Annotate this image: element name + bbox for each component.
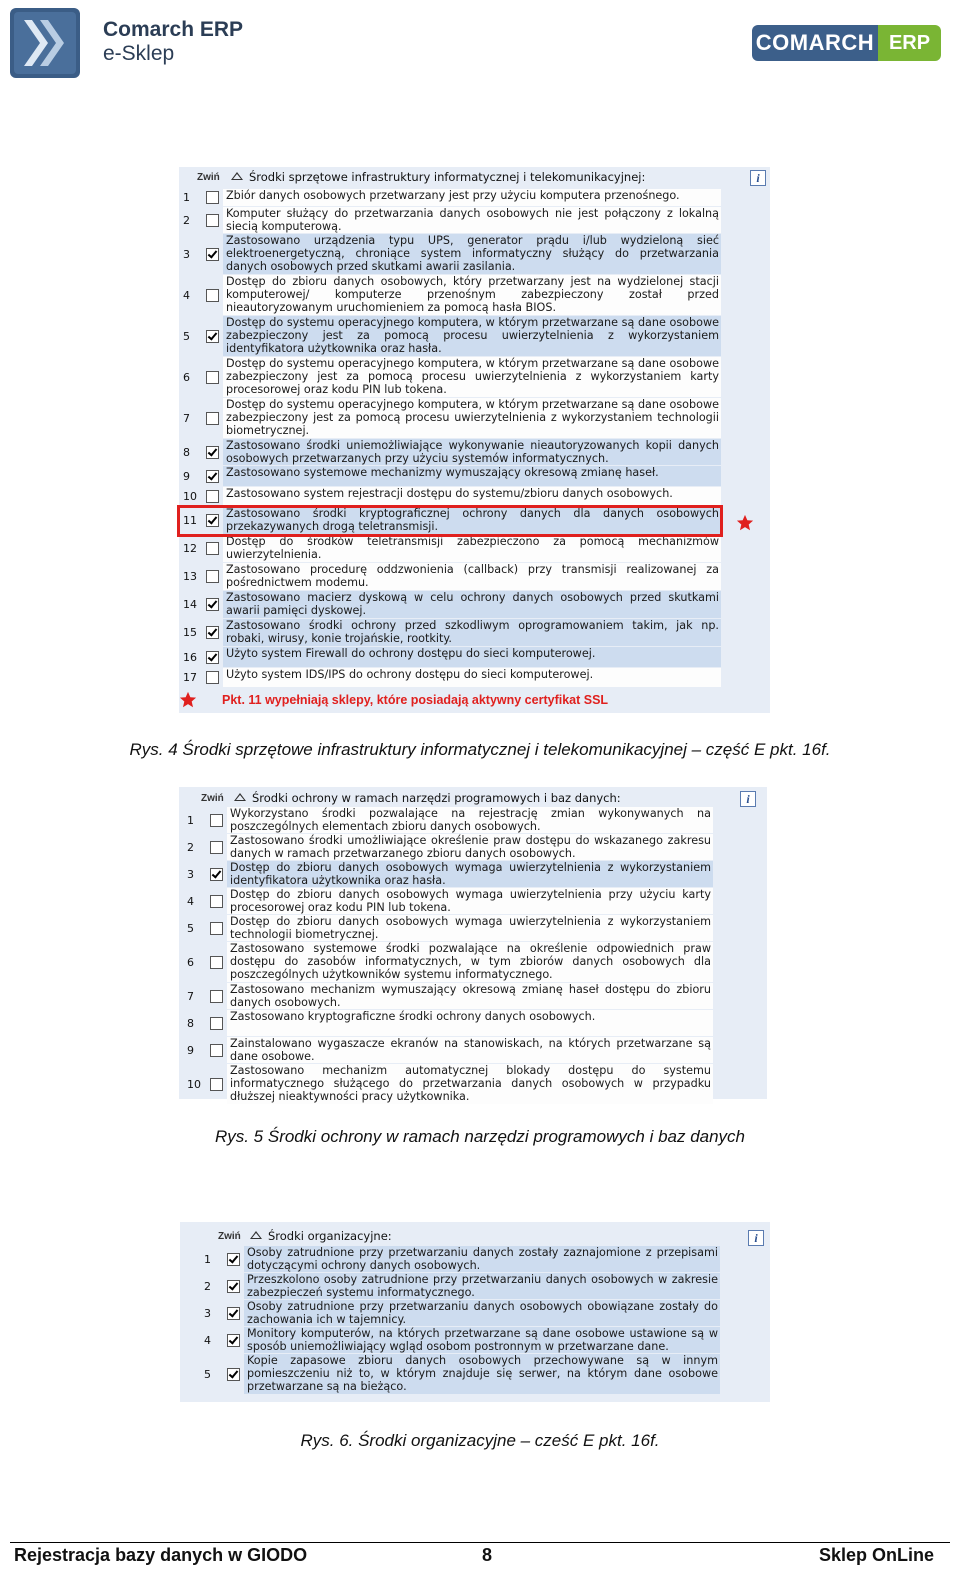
row-text: Zastosowano mechanizm wymuszający okresową zmianę haseł dostępu do zbioru danych osobowych. <box>227 983 713 1009</box>
brand-subtitle: e-Sklep <box>103 42 175 65</box>
row-number: 4 <box>204 1333 211 1347</box>
collapse-link[interactable]: Zwiń <box>197 172 220 183</box>
row-number: 3 <box>204 1306 211 1320</box>
checklist-row <box>179 316 721 356</box>
checklist-row <box>183 1010 713 1036</box>
row-text: Monitory komputerów, na których przetwarzane są dane osobowe ustawione są w sposób uniemożliwiający wgląd osobom postronnym w przetwarzane dane. <box>244 1327 720 1353</box>
row-text: Dostęp do systemu operacyjnego komputera, w którym przetwarzane są dane osobowe zabezpieczony jest za pomocą procesu uwierzytelnienia z wykorzystaniem karty procesorowej oraz kodu PIN lub tokena. <box>223 357 721 397</box>
checkbox-cell <box>201 668 223 687</box>
checkbox-cell <box>201 487 223 506</box>
checkbox-cell <box>201 189 223 206</box>
row-number: 14 <box>183 598 197 611</box>
row-number: 2 <box>183 213 190 227</box>
checklist-row <box>183 983 713 1009</box>
info-icon[interactable]: i <box>740 791 756 807</box>
checkbox-cell <box>205 834 227 860</box>
checkbox-cell <box>201 439 223 465</box>
figure-5-caption: Rys. 5 Środki ochrony w ramach narzędzi programowych i baz danych <box>214 1127 746 1146</box>
row-number: 3 <box>187 867 194 881</box>
checkbox-checked[interactable] <box>206 598 219 611</box>
row-number: 9 <box>183 469 190 483</box>
figure-6-panel <box>180 1222 770 1402</box>
checkbox-unchecked[interactable] <box>206 490 219 503</box>
row-text: Zastosowano macierz dyskową w celu ochrony danych osobowych przed skutkami awarii pamięci dyskowej. <box>223 591 721 618</box>
checklist-row <box>179 535 721 562</box>
checklist-row <box>179 619 721 646</box>
checklist-row <box>179 275 721 315</box>
checkbox-cell <box>205 1064 227 1104</box>
checkbox-cell <box>205 807 227 833</box>
checklist-row <box>179 357 721 397</box>
section-title: Środki organizacyjne: <box>268 1229 392 1243</box>
info-icon[interactable]: i <box>748 1230 764 1246</box>
checkbox-cell <box>201 316 223 356</box>
checkbox-cell <box>201 357 223 397</box>
checkbox-checked[interactable] <box>227 1334 240 1347</box>
checkbox-checked[interactable] <box>206 626 219 639</box>
checklist-row <box>179 668 721 687</box>
checkbox-unchecked[interactable] <box>206 671 219 684</box>
highlight-frame <box>177 505 723 537</box>
row-number: 5 <box>187 921 194 935</box>
red-star-icon <box>736 514 754 532</box>
red-star-icon <box>179 691 197 709</box>
checkbox-unchecked[interactable] <box>210 922 223 935</box>
row-text: Komputer służący do przetwarzania danych osobowych nie jest połączony z lokalną siecią komputerową. <box>223 207 721 233</box>
section-title: Środki sprzętowe infrastruktury informatycznej i telekomunikacyjnej: <box>249 170 646 184</box>
checkbox-cell <box>205 1010 227 1036</box>
row-text: Przeszkolono osoby zatrudnione przy przetwarzaniu danych osobowych w zakresie zabezpieczeń systemu informatycznego. <box>244 1273 720 1299</box>
checkbox-checked[interactable] <box>227 1253 240 1266</box>
row-text: Użyto system Firewall do ochrony dostępu do sieci komputerowej. <box>223 647 721 667</box>
row-number: 6 <box>187 955 194 969</box>
checklist-row <box>179 466 721 486</box>
row-number: 11 <box>183 514 197 527</box>
checkbox-unchecked[interactable] <box>206 289 219 302</box>
checkbox-cell <box>222 1300 244 1326</box>
row-number: 7 <box>187 989 194 1003</box>
row-number: 9 <box>187 1043 194 1057</box>
checkbox-checked[interactable] <box>227 1307 240 1320</box>
row-number: 2 <box>187 840 194 854</box>
checkbox-unchecked[interactable] <box>210 956 223 969</box>
row-text: Zainstalowano wygaszacze ekranów na stanowiskach, na których przetwarzane są dane osobowe. <box>227 1037 713 1063</box>
checklist-row <box>183 915 713 941</box>
checkbox-unchecked[interactable] <box>210 1044 223 1057</box>
row-text: Zastosowano kryptograficzne środki ochrony danych osobowych. <box>227 1010 713 1036</box>
checkbox-unchecked[interactable] <box>206 570 219 583</box>
checkbox-cell <box>201 535 223 562</box>
checkbox-cell <box>201 398 223 438</box>
checkbox-unchecked[interactable] <box>206 214 219 227</box>
row-text: Zastosowano środki kryptograficznej ochrony danych dla danych osobowych przekazywanych drogą teletransmisji. <box>223 507 721 534</box>
checkbox-cell <box>205 915 227 941</box>
checkbox-cell <box>222 1273 244 1299</box>
row-text: Wykorzystano środki pozwalające na rejestrację zmian wykonywanych na poszczególnych elementach zbioru danych osobowych. <box>227 807 713 833</box>
checklist-row <box>179 487 721 506</box>
collapse-arrow-icon[interactable] <box>234 793 246 801</box>
checklist-row <box>179 189 721 206</box>
checkbox-unchecked[interactable] <box>210 895 223 908</box>
row-text: Zastosowano środki umożliwiające określenie praw dostępu do wskazanego zakresu danych w ramach przetwarzanego zbioru danych osobowych. <box>227 834 713 860</box>
row-number: 5 <box>204 1367 211 1381</box>
row-number: 15 <box>183 626 197 639</box>
row-text: Użyto system IDS/IPS do ochrony dostępu do sieci komputerowej. <box>223 668 721 687</box>
checklist-row <box>179 591 721 618</box>
row-number: 5 <box>183 329 190 343</box>
checkbox-cell <box>205 983 227 1009</box>
row-text: Dostęp do systemu operacyjnego komputera, w którym przetwarzane są dane osobowe zabezpieczony jest za pomocą procesu uwierzytelnienia z wykorzystaniem technologii biometrycznej. <box>223 398 721 438</box>
checkbox-checked[interactable] <box>206 651 219 664</box>
row-number: 3 <box>183 247 190 261</box>
checklist-row <box>200 1327 720 1353</box>
checkbox-cell <box>201 466 223 486</box>
row-text: Osoby zatrudnione przy przetwarzaniu danych zostały zaznajomione z przepisami dotyczącymi ochrony danych osobowych. <box>244 1246 720 1272</box>
checklist-row <box>179 398 721 438</box>
footer-right: Sklep OnLine <box>818 1545 934 1565</box>
row-number: 10 <box>183 490 197 503</box>
checkbox-unchecked[interactable] <box>206 412 219 425</box>
checklist-row <box>183 1064 713 1104</box>
checkbox-cell <box>222 1327 244 1353</box>
checkbox-cell <box>205 942 227 982</box>
checkbox-cell <box>205 861 227 887</box>
row-number: 12 <box>183 542 197 555</box>
collapse-link[interactable]: Zwiń <box>201 793 224 804</box>
checklist-row <box>200 1273 720 1299</box>
checklist-row <box>183 888 713 914</box>
checklist-row <box>183 834 713 860</box>
logo-erp-text: ERP <box>878 25 941 61</box>
checklist-row <box>179 234 721 274</box>
checklist-row <box>183 942 713 982</box>
checkbox-cell <box>201 234 223 274</box>
row-text: Kopie zapasowe zbioru danych osobowych przechowywane są w innym pomieszczeniu niż to, w którym znajduje się serwer, na którym dane osobowe przetwarzane są na bieżąco. <box>244 1354 720 1394</box>
checkbox-unchecked[interactable] <box>210 1078 223 1091</box>
checkbox-unchecked[interactable] <box>206 371 219 384</box>
checkbox-cell <box>201 207 223 233</box>
row-text: Zastosowano systemowe mechanizmy wymuszający okresową zmianę haseł. <box>223 466 721 486</box>
row-text: Zastosowano urządzenia typu UPS, generator prądu i/lub wydzieloną sieć elektroenergetyczną, chroniące system informatyczny służący do przetwarzania danych osobowych przed skutkami awarii zasilania. <box>223 234 721 274</box>
row-number: 7 <box>183 411 190 425</box>
row-text: Zbiór danych osobowych przetwarzany jest przy użyciu komputera przenośnego. <box>223 189 721 206</box>
row-text: Dostęp do zbioru danych osobowych wymaga uwierzytelnienia przy użyciu karty procesorowej oraz kodu PIN lub tokena. <box>227 888 713 914</box>
checkbox-cell <box>205 1037 227 1063</box>
checklist-row <box>179 563 721 590</box>
row-text: Zastosowano system rejestracji dostępu do systemu/zbioru danych osobowych. <box>223 487 721 506</box>
checkbox-unchecked[interactable] <box>210 990 223 1003</box>
checkbox-cell <box>201 275 223 315</box>
checkbox-checked[interactable] <box>206 470 219 483</box>
row-text: Zastosowano procedurę oddzwonienia (callback) przy transmisji realizowanej za pośrednictwem modemu. <box>223 563 721 590</box>
checkbox-cell <box>201 591 223 618</box>
checkbox-cell <box>205 888 227 914</box>
checkbox-checked[interactable] <box>227 1280 240 1293</box>
collapse-link[interactable]: Zwiń <box>218 1231 241 1242</box>
checkbox-cell <box>222 1246 244 1272</box>
checkbox-checked[interactable] <box>206 330 219 343</box>
comarch-logo-icon <box>10 8 80 78</box>
row-number: 17 <box>183 671 197 684</box>
ssl-note: Pkt. 11 wypełniają sklepy, które posiadają aktywny certyfikat SSL <box>222 693 609 707</box>
figure-6-caption: Rys. 6. Środki organizacyjne – cześć E pkt. 16f. <box>300 1431 660 1450</box>
checklist-row <box>179 647 721 667</box>
row-number: 1 <box>204 1252 211 1266</box>
row-number: 2 <box>204 1279 211 1293</box>
checklist-row <box>183 861 713 887</box>
row-number: 8 <box>187 1016 194 1030</box>
row-number: 13 <box>183 570 197 583</box>
checklist-row <box>179 207 721 233</box>
row-number: 10 <box>187 1077 201 1091</box>
checkbox-unchecked[interactable] <box>210 841 223 854</box>
row-text: Dostęp do systemu operacyjnego komputera, w którym przetwarzane są dane osobowe zabezpieczony jest za pomocą procesu uwierzytelnienia z wykorzystaniem identyfikatora użytkownika oraz hasła. <box>223 316 721 356</box>
row-text: Zastosowano środki uniemożliwiające wykonywanie nieautoryzowanych kopii danych osobowych przetwarzanych przy użyciu systemów informatycznych. <box>223 439 721 465</box>
row-text: Zastosowano środki ochrony przed szkodliwym oprogramowaniem takim, jak np. robaki, wirusy, konie trojańskie, rootkity. <box>223 619 721 646</box>
section-title: Środki ochrony w ramach narzędzi programowych i baz danych: <box>252 791 621 805</box>
checkbox-checked[interactable] <box>206 248 219 261</box>
row-text: Dostęp do zbioru danych osobowych wymaga uwierzytelnienia z wykorzystaniem identyfikatora użytkownika oraz hasła. <box>227 861 713 887</box>
row-number: 8 <box>183 445 190 459</box>
checklist-row <box>179 439 721 465</box>
row-text: Dostęp do środków teletransmisji zabezpieczono za pomocą mechanizmów uwierzytelnienia. <box>223 535 721 562</box>
row-text: Dostęp do zbioru danych osobowych wymaga uwierzytelnienia z wykorzystaniem technologii biometrycznej. <box>227 915 713 941</box>
checklist-row <box>183 1037 713 1063</box>
row-text: Dostęp do zbioru danych osobowych, który przetwarzany jest na wydzielonej stacji komputerowej/ komputerze przenośnym zabezpieczony został przed nieautoryzowanym uruchomieniem za pomocą hasła BIOS. <box>223 275 721 315</box>
info-icon[interactable]: i <box>750 170 766 186</box>
comarch-erp-logo <box>752 25 941 61</box>
footer-left: Rejestracja bazy danych w GIODO <box>14 1545 308 1565</box>
checkbox-unchecked[interactable] <box>210 1017 223 1030</box>
checkbox-cell <box>222 1354 244 1394</box>
figure-5-panel <box>179 787 767 1103</box>
checkbox-checked[interactable] <box>210 868 223 881</box>
row-number: 4 <box>187 894 194 908</box>
checklist-row <box>200 1246 720 1272</box>
row-number: 1 <box>183 191 190 204</box>
checkbox-unchecked[interactable] <box>206 542 219 555</box>
logo-comarch-text: COMARCH <box>752 25 878 61</box>
checklist-row <box>200 1300 720 1326</box>
checkbox-unchecked[interactable] <box>210 814 223 827</box>
brand-title: Comarch ERP <box>103 18 244 41</box>
checkbox-unchecked[interactable] <box>206 191 219 204</box>
row-number: 1 <box>187 813 194 827</box>
checkbox-cell <box>201 647 223 667</box>
checkbox-checked[interactable] <box>206 446 219 459</box>
figure-4-caption: Rys. 4 Środki sprzętowe infrastruktury informatycznej i telekomunikacyjnej – część E pkt. 16f. <box>129 740 831 759</box>
collapse-arrow-icon[interactable] <box>250 1231 262 1239</box>
checkbox-checked[interactable] <box>227 1368 240 1381</box>
row-text: Zastosowano mechanizm automatycznej blokady dostępu do systemu informatycznego służącego do przetwarzania danych osobowych w przypadku dłuższej nieaktywności pracy użytkownika. <box>227 1064 713 1104</box>
figure-4-panel <box>179 167 770 713</box>
checkbox-cell <box>201 563 223 590</box>
checklist-row <box>200 1354 720 1394</box>
row-text: Osoby zatrudnione przy przetwarzaniu danych osobowych obowiązane zostały do zachowania ich w tajemnicy. <box>244 1300 720 1326</box>
row-number: 4 <box>183 288 190 302</box>
row-text: Zastosowano systemowe środki pozwalające na określenie odpowiednich praw dostępu do zasobów informatycznych, w tym zbiorów danych osobowych dla poszczególnych użytkowników systemu informatycznego. <box>227 942 713 982</box>
page-number: 8 <box>482 1545 493 1565</box>
row-number: 6 <box>183 370 190 384</box>
checkbox-cell <box>201 619 223 646</box>
checklist-row <box>183 807 713 833</box>
collapse-arrow-icon[interactable] <box>231 172 243 180</box>
footer-rule <box>10 1542 950 1543</box>
row-number: 16 <box>183 650 197 664</box>
